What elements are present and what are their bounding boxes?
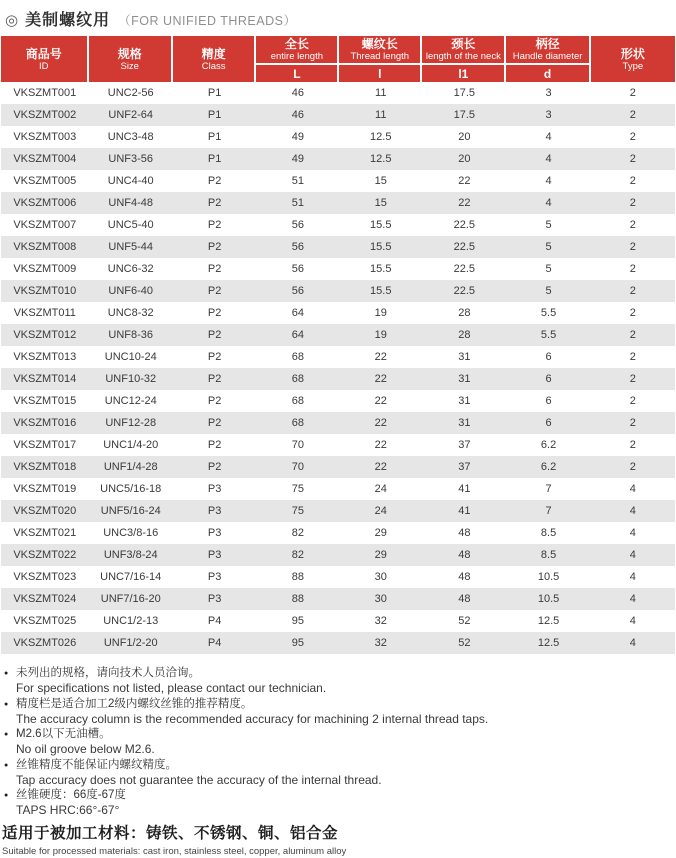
table-cell: P2	[173, 214, 257, 236]
table-cell: UNC10-24	[89, 346, 173, 368]
table-row	[1, 214, 675, 236]
table-cell: VKSZMT020	[1, 500, 89, 522]
note-en: No oil groove below M2.6.	[16, 742, 155, 756]
table-cell: P3	[173, 588, 257, 610]
table-row	[1, 346, 675, 368]
table-cell: 22	[339, 346, 422, 368]
col-header-length-of-the-neck: 颈长 length of the neck	[422, 36, 506, 65]
note-item	[1, 697, 675, 727]
table-row	[1, 104, 675, 126]
table-cell: VKSZMT002	[1, 104, 89, 126]
table-row	[1, 500, 675, 522]
page-title	[1, 5, 675, 36]
table-cell: 88	[256, 588, 339, 610]
table-cell: 2	[591, 214, 675, 236]
table-row	[1, 324, 675, 346]
table-cell: UNF4-48	[89, 192, 173, 214]
table-cell: VKSZMT025	[1, 610, 89, 632]
table-cell: 17.5	[422, 82, 506, 104]
table-cell: P2	[173, 302, 257, 324]
table-cell: UNC12-24	[89, 390, 173, 412]
table-cell: VKSZMT011	[1, 302, 89, 324]
table-cell: 75	[256, 478, 339, 500]
table-cell: 82	[256, 522, 339, 544]
table-cell: P2	[173, 434, 257, 456]
table-cell: P3	[173, 566, 257, 588]
table-cell: 12.5	[506, 610, 590, 632]
table-cell: 48	[422, 566, 506, 588]
table-cell: 31	[422, 412, 506, 434]
table-cell: VKSZMT009	[1, 258, 89, 280]
table-cell: VKSZMT007	[1, 214, 89, 236]
table-cell: 2	[591, 236, 675, 258]
table-row	[1, 126, 675, 148]
table-cell: UNC7/16-14	[89, 566, 173, 588]
table-cell: VKSZMT023	[1, 566, 89, 588]
table-cell: UNF1/2-20	[89, 632, 173, 654]
table-cell: 22	[422, 192, 506, 214]
table-cell: 32	[339, 610, 422, 632]
table-cell: 95	[256, 610, 339, 632]
table-cell: 6	[506, 368, 590, 390]
table-row	[1, 258, 675, 280]
table-cell: 22	[339, 390, 422, 412]
table-row	[1, 368, 675, 390]
table-cell: 68	[256, 412, 339, 434]
table-cell: 4	[506, 192, 590, 214]
table-cell: 5	[506, 236, 590, 258]
table-cell: UNC5-40	[89, 214, 173, 236]
table-row	[1, 192, 675, 214]
table-cell: 12.5	[506, 632, 590, 654]
bullet-icon: ●	[4, 670, 9, 677]
note-item	[1, 788, 675, 818]
table-cell: 5.5	[506, 324, 590, 346]
table-cell: 24	[339, 478, 422, 500]
table-cell: VKSZMT012	[1, 324, 89, 346]
table-cell: UNF5-44	[89, 236, 173, 258]
note-zh: ● M2.6以下无油槽。	[4, 728, 111, 740]
table-cell: P1	[173, 148, 257, 170]
note-en: The accuracy column is the recommended accuracy for machining 2 internal thread taps.	[16, 711, 489, 726]
table-cell: 15.5	[339, 236, 422, 258]
table-cell: VKSZMT017	[1, 434, 89, 456]
table-cell: P1	[173, 104, 257, 126]
table-cell: 31	[422, 390, 506, 412]
table-cell: 19	[339, 324, 422, 346]
col-subheader-d: d	[506, 65, 590, 82]
table-cell: 5.5	[506, 302, 590, 324]
table-cell: 11	[339, 82, 422, 104]
table-cell: UNF12-28	[89, 412, 173, 434]
col-subheader-l1: l1	[422, 65, 506, 82]
table-row	[1, 522, 675, 544]
table-cell: VKSZMT024	[1, 588, 89, 610]
table-cell: 22	[339, 412, 422, 434]
table-cell: VKSZMT016	[1, 412, 89, 434]
table-cell: 4	[506, 148, 590, 170]
table-cell: 2	[591, 324, 675, 346]
materials-footer	[1, 824, 675, 858]
table-cell: 56	[256, 214, 339, 236]
table-cell: 11	[339, 104, 422, 126]
table-cell: P2	[173, 456, 257, 478]
table-cell: P2	[173, 390, 257, 412]
note-item	[1, 758, 675, 788]
table-cell: VKSZMT006	[1, 192, 89, 214]
table-cell: 4	[591, 544, 675, 566]
table-cell: 49	[256, 148, 339, 170]
note-en: TAPS HRC:66°-67°	[16, 803, 120, 817]
table-cell: 22	[339, 434, 422, 456]
bullet-icon: ●	[4, 792, 9, 799]
spec-table	[1, 36, 675, 654]
table-cell: 2	[591, 104, 675, 126]
table-cell: VKSZMT004	[1, 148, 89, 170]
table-cell: 64	[256, 302, 339, 324]
table-cell: 12.5	[339, 126, 422, 148]
col-subheader-l: l	[339, 65, 422, 82]
table-cell: UNC2-56	[89, 82, 173, 104]
table-cell: UNF7/16-20	[89, 588, 173, 610]
table-cell: 10.5	[506, 566, 590, 588]
table-cell: 56	[256, 258, 339, 280]
table-cell: 2	[591, 82, 675, 104]
table-cell: 46	[256, 82, 339, 104]
table-cell: 4	[506, 170, 590, 192]
col-header-entire-length: 全长 entire length	[256, 36, 339, 65]
table-cell: 88	[256, 566, 339, 588]
note-en: For specifications not listed, please contact our technician.	[16, 681, 327, 695]
table-cell: 3	[506, 104, 590, 126]
table-cell: 68	[256, 346, 339, 368]
col-header-type: 形状 Type	[591, 36, 675, 82]
table-cell: P3	[173, 522, 257, 544]
table-cell: VKSZMT019	[1, 478, 89, 500]
table-cell: VKSZMT014	[1, 368, 89, 390]
table-cell: 5	[506, 280, 590, 302]
table-cell: 30	[339, 588, 422, 610]
table-row	[1, 544, 675, 566]
table-cell: VKSZMT003	[1, 126, 89, 148]
table-cell: P2	[173, 236, 257, 258]
table-cell: 4	[591, 588, 675, 610]
table-cell: P3	[173, 544, 257, 566]
table-cell: 28	[422, 324, 506, 346]
table-cell: 19	[339, 302, 422, 324]
col-header-handle-diameter: 柄径 Handle diameter	[506, 36, 590, 65]
table-cell: P1	[173, 82, 257, 104]
page-title-zh: 美制螺纹用	[25, 12, 111, 29]
table-cell: P2	[173, 280, 257, 302]
table-cell: 4	[591, 478, 675, 500]
table-cell: 22	[339, 456, 422, 478]
table-cell: 29	[339, 522, 422, 544]
table-cell: 2	[591, 192, 675, 214]
table-cell: 7	[506, 478, 590, 500]
table-cell: 2	[591, 302, 675, 324]
table-row	[1, 280, 675, 302]
col-header-thread-length: 螺纹长 Thread length	[339, 36, 422, 65]
table-cell: 41	[422, 478, 506, 500]
table-cell: 10.5	[506, 588, 590, 610]
materials-footer-en: Suitable for processed materials: cast iron, stainless steel, copper, aluminum alloy	[2, 845, 347, 857]
table-cell: VKSZMT015	[1, 390, 89, 412]
table-cell: 48	[422, 522, 506, 544]
table-cell: P2	[173, 192, 257, 214]
note-item	[1, 727, 675, 757]
table-cell: VKSZMT005	[1, 170, 89, 192]
table-cell: 22.5	[422, 214, 506, 236]
table-cell: 51	[256, 170, 339, 192]
table-cell: 2	[591, 390, 675, 412]
table-cell: 4	[591, 610, 675, 632]
table-cell: 2	[591, 148, 675, 170]
note-en: Tap accuracy does not guarantee the accuracy of the internal thread.	[16, 772, 382, 787]
table-cell: 30	[339, 566, 422, 588]
table-cell: 8.5	[506, 544, 590, 566]
table-cell: 4	[591, 500, 675, 522]
table-cell: 20	[422, 126, 506, 148]
table-cell: UNF5/16-24	[89, 500, 173, 522]
table-cell: 52	[422, 632, 506, 654]
table-cell: 22.5	[422, 236, 506, 258]
table-cell: 5	[506, 258, 590, 280]
table-cell: 22	[339, 368, 422, 390]
table-cell: UNF10-32	[89, 368, 173, 390]
table-cell: UNC4-40	[89, 170, 173, 192]
table-cell: VKSZMT013	[1, 346, 89, 368]
double-circle-icon: ◎	[5, 12, 19, 29]
table-cell: 15.5	[339, 258, 422, 280]
table-cell: UNF1/4-28	[89, 456, 173, 478]
table-cell: P3	[173, 500, 257, 522]
table-cell: 64	[256, 324, 339, 346]
table-cell: P2	[173, 412, 257, 434]
table-row	[1, 170, 675, 192]
col-header-size: 规格 Size	[89, 36, 173, 82]
table-row	[1, 456, 675, 478]
table-cell: 20	[422, 148, 506, 170]
note-zh: ● 丝锥硬度：66度-67度	[4, 789, 126, 801]
table-header	[1, 36, 675, 82]
table-cell: 4	[506, 126, 590, 148]
table-row	[1, 236, 675, 258]
table-row	[1, 478, 675, 500]
col-header-id: 商品号 ID	[1, 36, 89, 82]
col-header-class: 精度 Class	[173, 36, 257, 82]
table-cell: UNF3/8-24	[89, 544, 173, 566]
table-cell: VKSZMT008	[1, 236, 89, 258]
table-cell: 12.5	[339, 148, 422, 170]
table-cell: 51	[256, 192, 339, 214]
table-cell: 4	[591, 566, 675, 588]
col-subheader-l: L	[256, 65, 339, 82]
table-cell: 2	[591, 258, 675, 280]
table-cell: 82	[256, 544, 339, 566]
table-cell: UNF2-64	[89, 104, 173, 126]
table-cell: 29	[339, 544, 422, 566]
table-cell: P4	[173, 632, 257, 654]
table-cell: 5	[506, 214, 590, 236]
table-cell: P4	[173, 610, 257, 632]
table-cell: P2	[173, 368, 257, 390]
table-cell: 6.2	[506, 434, 590, 456]
table-cell: 2	[591, 434, 675, 456]
table-cell: 6	[506, 346, 590, 368]
table-cell: UNC8-32	[89, 302, 173, 324]
table-cell: VKSZMT001	[1, 82, 89, 104]
table-cell: 56	[256, 236, 339, 258]
table-cell: 22.5	[422, 258, 506, 280]
table-cell: 2	[591, 456, 675, 478]
table-cell: 2	[591, 346, 675, 368]
table-cell: UNF6-40	[89, 280, 173, 302]
table-row	[1, 412, 675, 434]
table-cell: 68	[256, 390, 339, 412]
bullet-icon: ●	[4, 731, 9, 738]
table-cell: 49	[256, 126, 339, 148]
table-cell: 95	[256, 632, 339, 654]
table-row	[1, 390, 675, 412]
bullet-icon: ●	[4, 700, 9, 708]
table-cell: 48	[422, 544, 506, 566]
table-cell: UNC1/4-20	[89, 434, 173, 456]
table-cell: 2	[591, 126, 675, 148]
note-item	[1, 666, 675, 696]
table-cell: 46	[256, 104, 339, 126]
table-cell: 31	[422, 368, 506, 390]
table-cell: VKSZMT018	[1, 456, 89, 478]
table-cell: 28	[422, 302, 506, 324]
table-cell: 2	[591, 368, 675, 390]
table-cell: 68	[256, 368, 339, 390]
table-cell: VKSZMT026	[1, 632, 89, 654]
table-cell: 48	[422, 588, 506, 610]
table-cell: P1	[173, 126, 257, 148]
table-row	[1, 566, 675, 588]
table-cell: P3	[173, 478, 257, 500]
table-cell: 15.5	[339, 280, 422, 302]
note-zh: ● 精度栏是适合加工2级内螺纹丝锥的推荐精度。	[4, 697, 253, 710]
table-cell: 22	[422, 170, 506, 192]
table-cell: 6.2	[506, 456, 590, 478]
table-cell: P2	[173, 324, 257, 346]
table-cell: 75	[256, 500, 339, 522]
table-cell: P2	[173, 346, 257, 368]
table-row	[1, 588, 675, 610]
table-cell: 70	[256, 456, 339, 478]
table-cell: 17.5	[422, 104, 506, 126]
table-cell: 52	[422, 610, 506, 632]
table-row	[1, 434, 675, 456]
table-cell: VKSZMT021	[1, 522, 89, 544]
table-row	[1, 610, 675, 632]
note-zh: ● 丝锥精度不能保证内螺纹精度。	[4, 758, 177, 771]
table-cell: 37	[422, 456, 506, 478]
table-cell: 2	[591, 170, 675, 192]
table-cell: UNC5/16-18	[89, 478, 173, 500]
materials-footer-zh: 适用于被加工材料：铸铁、不锈钢、铜、铝合金	[2, 824, 339, 842]
table-cell: 8.5	[506, 522, 590, 544]
table-cell: 2	[591, 412, 675, 434]
table-cell: 4	[591, 522, 675, 544]
page-title-en: （FOR UNIFIED THREADS）	[118, 14, 297, 28]
table-body	[1, 82, 675, 654]
table-cell: 41	[422, 500, 506, 522]
table-cell: 24	[339, 500, 422, 522]
table-cell: 15	[339, 192, 422, 214]
table-cell: UNC6-32	[89, 258, 173, 280]
table-cell: P2	[173, 170, 257, 192]
table-row	[1, 302, 675, 324]
table-cell: 6	[506, 412, 590, 434]
table-cell: 7	[506, 500, 590, 522]
table-cell: UNC3-48	[89, 126, 173, 148]
table-cell: 32	[339, 632, 422, 654]
table-cell: 56	[256, 280, 339, 302]
table-cell: 2	[591, 280, 675, 302]
table-cell: UNC3/8-16	[89, 522, 173, 544]
notes-section	[1, 666, 675, 818]
table-cell: 6	[506, 390, 590, 412]
table-cell: UNC1/2-13	[89, 610, 173, 632]
table-cell: P2	[173, 258, 257, 280]
note-zh: ● 未列出的规格，请向技术人员洽询。	[4, 667, 200, 679]
table-row	[1, 632, 675, 654]
bullet-icon: ●	[4, 761, 9, 769]
table-cell: 3	[506, 82, 590, 104]
table-cell: 37	[422, 434, 506, 456]
table-cell: 31	[422, 346, 506, 368]
table-cell: 22.5	[422, 280, 506, 302]
table-cell: UNF3-56	[89, 148, 173, 170]
table-cell: 4	[591, 632, 675, 654]
table-cell: VKSZMT010	[1, 280, 89, 302]
table-cell: 70	[256, 434, 339, 456]
table-cell: VKSZMT022	[1, 544, 89, 566]
table-cell: 15	[339, 170, 422, 192]
table-cell: UNF8-36	[89, 324, 173, 346]
table-cell: 15.5	[339, 214, 422, 236]
table-row	[1, 148, 675, 170]
table-row	[1, 82, 675, 104]
